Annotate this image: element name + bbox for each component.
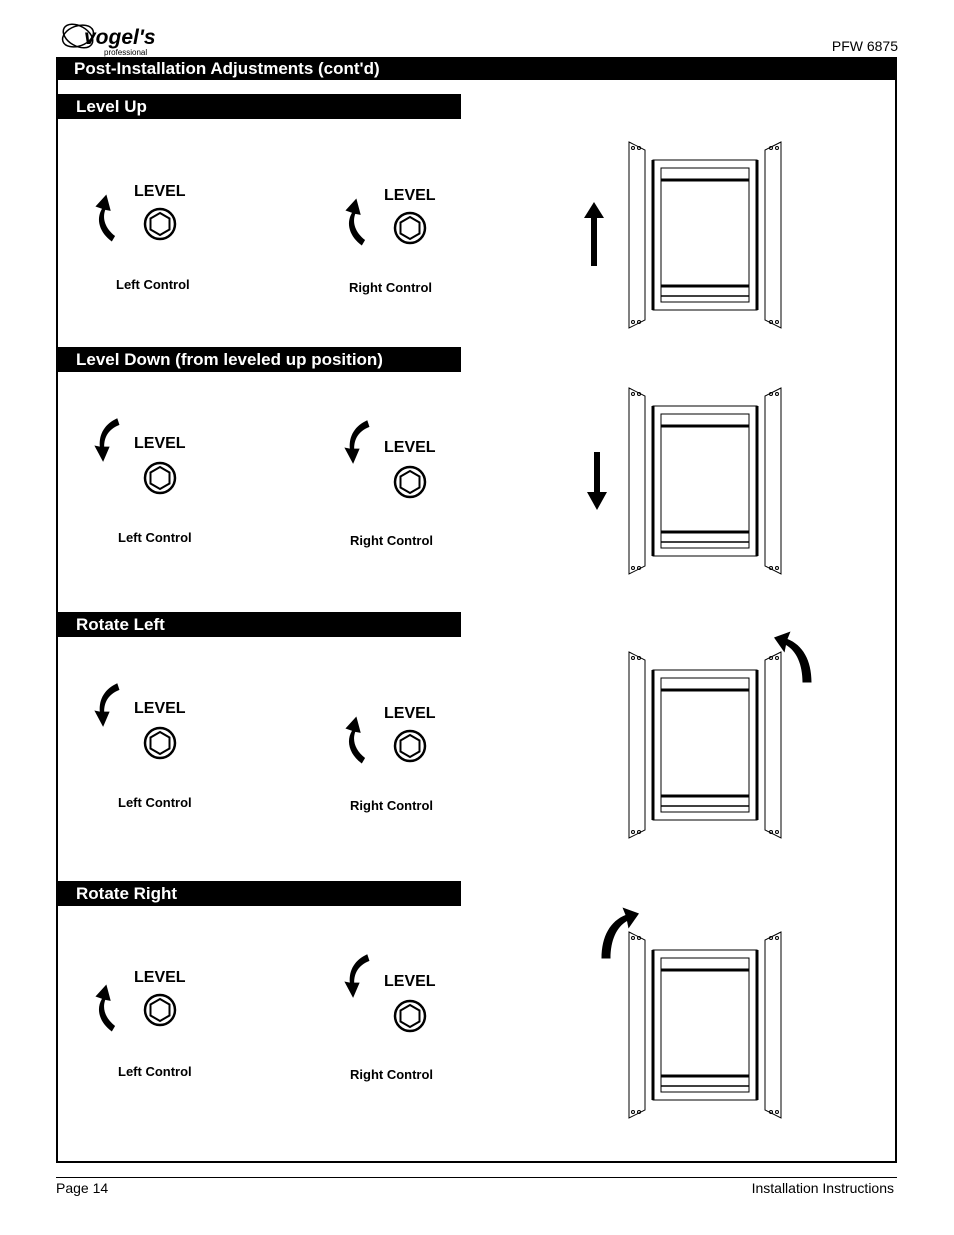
- svg-text:LEVEL: LEVEL: [134, 435, 186, 452]
- left-level-control: [90, 665, 200, 775]
- svg-text:LEVEL: LEVEL: [134, 183, 186, 200]
- svg-text:LEVEL: LEVEL: [384, 187, 436, 204]
- right-control-label: Right Control: [350, 1067, 434, 1082]
- wall-mount-illustration: [625, 930, 785, 1120]
- counterclockwise-down-arrow-icon: [94, 683, 119, 727]
- svg-text:vogel's: vogel's: [84, 26, 156, 49]
- vogels-logo: [58, 20, 158, 58]
- section-title-level-up: Level Up: [58, 94, 461, 119]
- left-level-control: [90, 400, 200, 510]
- hex-bolt-icon: [145, 463, 175, 493]
- svg-text:LEVEL: LEVEL: [384, 439, 436, 456]
- left-control-label: Left Control: [116, 277, 190, 292]
- right-control-label: Right Control: [350, 798, 434, 813]
- svg-text:professional: professional: [104, 48, 148, 57]
- section-title-rotate-left: Rotate Left: [58, 612, 461, 637]
- main-title: Post-Installation Adjustments (cont'd): [56, 57, 897, 80]
- right-level-control: [340, 690, 450, 800]
- hex-bolt-icon: [145, 728, 175, 758]
- right-control-label: Right Control: [350, 533, 434, 548]
- left-control-label: Left Control: [118, 1064, 192, 1079]
- left-level-control: [90, 958, 200, 1068]
- wall-mount-illustration: [625, 386, 785, 576]
- svg-text:LEVEL: LEVEL: [384, 705, 436, 722]
- left-control-label: Left Control: [118, 530, 192, 545]
- page-number: Page 14: [56, 1180, 109, 1196]
- counterclockwise-up-arrow-icon: [345, 199, 365, 246]
- section-title-rotate-right: Rotate Right: [58, 881, 461, 906]
- counterclockwise-up-arrow-icon: [95, 195, 115, 242]
- right-level-control: [340, 402, 450, 512]
- svg-text:LEVEL: LEVEL: [384, 973, 436, 990]
- left-level-control: [90, 168, 200, 278]
- right-level-control: [340, 936, 450, 1046]
- counterclockwise-down-arrow-icon: [344, 420, 369, 464]
- svg-text:LEVEL: LEVEL: [134, 969, 186, 986]
- counterclockwise-down-arrow-icon: [94, 418, 119, 462]
- hex-bolt-icon: [395, 213, 425, 243]
- document-title: Installation Instructions: [751, 1180, 894, 1196]
- left-control-label: Left Control: [118, 795, 192, 810]
- hex-bolt-icon: [145, 209, 175, 239]
- counterclockwise-up-arrow-icon: [95, 985, 115, 1032]
- hex-bolt-icon: [395, 1001, 425, 1031]
- section-title-level-down: Level Down (from leveled up position): [58, 347, 461, 372]
- right-control-label: Right Control: [349, 280, 433, 295]
- counterclockwise-down-arrow-icon: [344, 954, 369, 998]
- wall-mount-illustration: [625, 650, 785, 840]
- hex-bolt-icon: [395, 467, 425, 497]
- wall-mount-illustration: [625, 140, 785, 330]
- hex-bolt-icon: [145, 995, 175, 1025]
- model-number: PFW 6875: [831, 38, 898, 54]
- counterclockwise-up-arrow-icon: [345, 717, 365, 764]
- right-level-control: [340, 172, 450, 282]
- hex-bolt-icon: [395, 731, 425, 761]
- svg-text:LEVEL: LEVEL: [134, 700, 186, 717]
- footer-divider: [56, 1177, 897, 1178]
